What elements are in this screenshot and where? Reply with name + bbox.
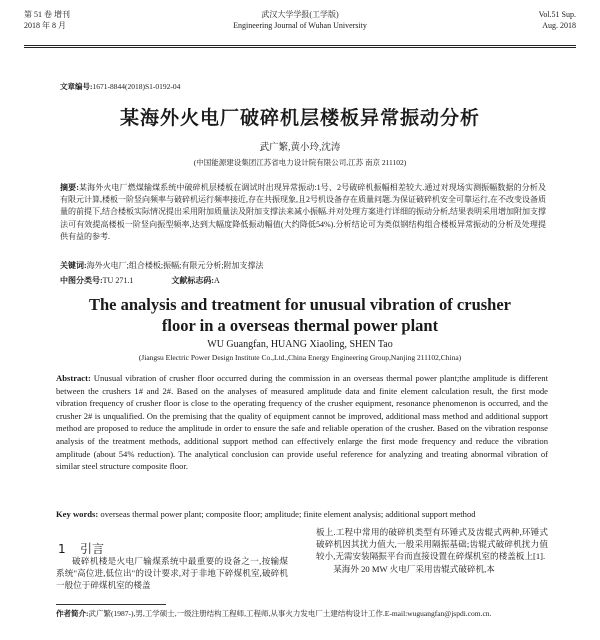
english-affiliation: (Jiangsu Electric Power Design Institute Co.,Ltd.,China Energy Engineering Group,Nanjing 211102,China) xyxy=(138,353,462,362)
header-volume-en: Vol.51 Sup. xyxy=(538,10,576,19)
footnote-rule xyxy=(56,604,166,605)
footnote-text: 武广繁(1987-),男,工学硕士,一级注册结构工程师,工程师,从事火力发电厂土建结构设计工作.E-mail:wuguangfan@jspdi.com.cn. xyxy=(88,609,492,618)
classification-line xyxy=(60,275,220,286)
english-authors: WU Guangfan, HUANG Xiaoling, SHEN Tao xyxy=(207,339,393,350)
english-title-line1: The analysis and treatment for unusual vibration of crusher xyxy=(88,295,511,314)
header-volume-cn: 第 51 卷 增刊 xyxy=(24,10,70,19)
header-center xyxy=(24,9,576,31)
chinese-keywords-text: 海外火电厂;组合楼板;振幅;有限元分析;附加支撑法 xyxy=(86,261,264,270)
header-rule-top xyxy=(24,45,576,46)
english-title-line2: floor in a overseas thermal power plant xyxy=(161,316,439,335)
english-title xyxy=(0,294,600,336)
document-code-label: 文献标志码: xyxy=(171,276,215,285)
english-abstract xyxy=(56,372,548,473)
header-rule-bottom xyxy=(24,47,576,48)
english-keywords-label: Key words: xyxy=(56,509,99,519)
header-right xyxy=(539,9,576,31)
chinese-affiliation: (中国能源建设集团江苏省电力设计院有限公司,江苏 南京 211102) xyxy=(193,158,407,167)
section-number: 1 xyxy=(58,542,66,556)
body-column-right: 板上.工程中常用的破碎机类型有环锤式及齿辊式两种,环锤式破碎机因其扰力值大,一般采用隔振基础;齿辊式破碎机扰力值较小,无需安装隔振平台而直接设置在碎煤机室的楼盖板上[1]. 某海外 20 MW 火电厂采用齿辊式破碎机,本 xyxy=(316,527,548,574)
english-keywords xyxy=(56,508,548,521)
chinese-keywords xyxy=(60,260,546,272)
english-abstract-label: Abstract: xyxy=(56,373,91,383)
english-abstract-text: Unusual vibration of crusher floor occurred during the commission in an overseas thermal power plant;the amplitude is different between the crushers 1# and 2#. Based on the analyses of measured amplitude data and finite element calculation result, the first mode vibration frequency of crusher floor is close to the operating frequency of the crusher equipment, resonance phenomenon is occurred, and the crusher 2# is unqualified. On the premising that the quality of equipment cannot be improved, additional mass method and additional support method are proposed to reduce the amplitude in order to ensure the safe and reliable operation of the crusher. Based on the vibration response analysis of the treatment methods, additional support method can effectively enlarge the first mode frequency and reduce the vibration amplitude (about 54% reduction). The analytical conclusion can provide useful reference for analyzing and treating abnormal vibration of similar steel structure composite floor. xyxy=(56,373,548,472)
footnote-label: 作者简介: xyxy=(56,609,89,618)
header-date-en: Aug. 2018 xyxy=(542,21,576,30)
chinese-keywords-label: 关键词: xyxy=(60,261,87,270)
class-number-value: TU 271.1 xyxy=(102,276,134,285)
class-number-label: 中图分类号: xyxy=(60,276,103,285)
author-footnote xyxy=(56,608,548,619)
header-journal-en: Engineering Journal of Wuhan University xyxy=(233,21,367,30)
article-number-label: 文章编号: xyxy=(60,82,93,91)
section-title: 引言 xyxy=(80,542,105,556)
article-number xyxy=(60,81,180,92)
running-header xyxy=(24,9,576,43)
header-journal-cn: 武汉大学学报(工学版) xyxy=(261,10,339,19)
document-code-value: A xyxy=(214,276,220,285)
body-column-left: 破碎机楼是火电厂输煤系统中最重要的设备之一,按输煤系统"高位进,低位出"的设计要求,对于非地下碎煤机室,破碎机一般位于碎煤机室的楼盖 xyxy=(56,556,288,591)
header-date-cn: 2018 年 8 月 xyxy=(24,21,66,30)
chinese-abstract xyxy=(60,182,546,243)
chinese-authors: 武广繁,黄小玲,沈涛 xyxy=(259,143,341,153)
article-number-value: 1671-8844(2018)S1-0192-04 xyxy=(92,82,181,91)
chinese-title: 某海外火电厂破碎机层楼板异常振动分析 xyxy=(119,107,480,129)
chinese-abstract-text: 某海外火电厂燃煤输煤系统中破碎机层楼板在调试时出现异常振动:1号、2号破碎机振幅相差较大.通过对现场实测振幅数据的分析及有限元计算,楼板一阶竖向频率与破碎机运行频率接近,存在共振现象,且2号机设备存在质量问题.为保证破碎机安全可靠运行,在不改变设备质量的前提下,结合楼板实际情况提出采用附加质量法及附加支撑法来减小振幅.并对处理方案进行详细的振动分析,结果表明采用增加附加支撑法可有效提高楼板一阶竖向振型频率,达到大幅度降低振动幅值(大约降低54%).分析结论可为类似钢结构组合楼板异常振动的分析及处理提供有益的参考. xyxy=(60,183,546,241)
chinese-abstract-label: 摘要: xyxy=(60,183,79,192)
english-keywords-text: overseas thermal power plant; composite floor; amplitude; finite element analysis; additional support method xyxy=(100,509,476,519)
